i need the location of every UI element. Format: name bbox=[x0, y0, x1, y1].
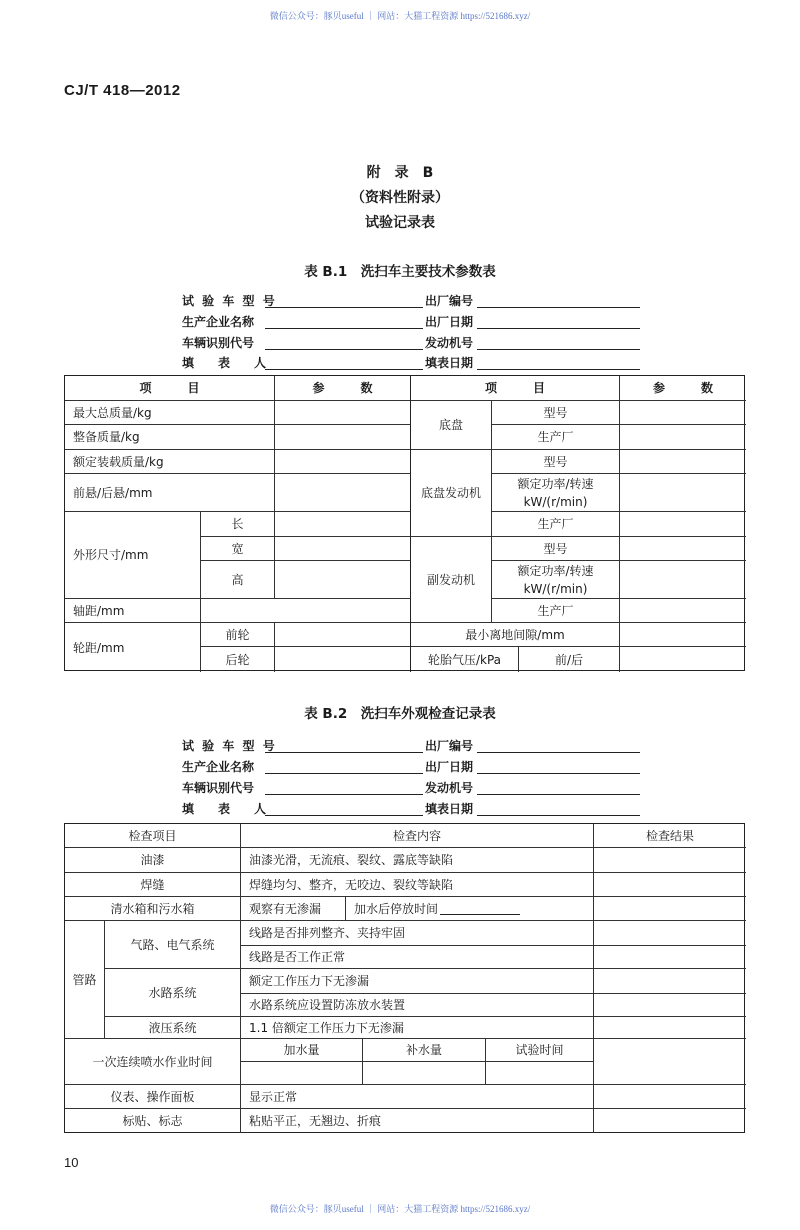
content-weld: 焊缝均匀、整齐，无咬边、裂纹等缺陷 bbox=[241, 873, 594, 897]
content-water-2: 水路系统应设置防冻放水装置 bbox=[241, 994, 594, 1017]
row-engine-manufacturer: 生产厂 bbox=[492, 512, 620, 537]
value-engine-power[interactable] bbox=[620, 474, 746, 512]
header-check-result: 检查结果 bbox=[594, 824, 746, 848]
header-param: 参 数 bbox=[275, 376, 411, 401]
header-test-time: 试验时间 bbox=[486, 1039, 594, 1062]
value-max-mass[interactable] bbox=[275, 401, 411, 425]
power-speed-unit: kW/(r/min) bbox=[523, 581, 588, 596]
row-front-wheel: 前轮 bbox=[201, 623, 275, 647]
meta-input-line[interactable] bbox=[477, 752, 640, 753]
meta-label: 填表日期 bbox=[425, 356, 474, 370]
meta-label: 车辆识别代号 bbox=[182, 336, 255, 350]
result-spray-time[interactable] bbox=[594, 1039, 746, 1085]
meta-input-line[interactable] bbox=[477, 328, 640, 329]
page-number: 10 bbox=[64, 1155, 79, 1170]
table-b2 bbox=[64, 823, 745, 1133]
group-aux-engine: 副发动机 bbox=[411, 537, 492, 623]
meta-input-line[interactable] bbox=[477, 307, 640, 308]
meta-label: 试 验 车 型 号 bbox=[182, 294, 277, 308]
content-tanks-time bbox=[346, 897, 594, 921]
meta-label: 出厂日期 bbox=[425, 760, 474, 774]
meta-input-line[interactable] bbox=[265, 752, 423, 753]
meta-label: 生产企业名称 bbox=[182, 760, 255, 774]
meta-label: 出厂日期 bbox=[425, 315, 474, 329]
result-panel[interactable] bbox=[594, 1085, 746, 1109]
value-engine-model[interactable] bbox=[620, 450, 746, 474]
row-dimensions: 外形尺寸/mm bbox=[65, 512, 201, 599]
row-water: 水路系统 bbox=[105, 969, 241, 1017]
header-add-water: 加水量 bbox=[241, 1039, 363, 1062]
value-tire-pressure[interactable] bbox=[620, 647, 746, 672]
group-chassis: 底盘 bbox=[411, 401, 492, 450]
meta-input-line[interactable] bbox=[265, 773, 423, 774]
content-water-1: 额定工作压力下无渗漏 bbox=[241, 969, 594, 994]
content-tanks-leak: 观察有无渗漏 bbox=[241, 897, 346, 921]
header-check-item: 检查项目 bbox=[65, 824, 241, 848]
meta-label: 试 验 车 型 号 bbox=[182, 739, 277, 753]
row-tanks: 清水箱和污水箱 bbox=[65, 897, 241, 921]
standard-code: CJ/T 418—2012 bbox=[64, 82, 181, 99]
meta-input-line[interactable] bbox=[265, 369, 423, 370]
result-labels[interactable] bbox=[594, 1109, 746, 1133]
header-item: 项 目 bbox=[65, 376, 275, 401]
result-tanks[interactable] bbox=[594, 897, 746, 921]
content-panel: 显示正常 bbox=[241, 1085, 594, 1109]
result-water-1[interactable] bbox=[594, 969, 746, 994]
result-air-elec-1[interactable] bbox=[594, 921, 746, 946]
content-paint: 油漆光滑，无流痕、裂纹、露底等缺陷 bbox=[241, 848, 594, 873]
row-max-mass: 最大总质量/kg bbox=[65, 401, 275, 425]
result-water-2[interactable] bbox=[594, 994, 746, 1017]
value-curb-mass[interactable] bbox=[275, 425, 411, 450]
meta-input-line[interactable] bbox=[477, 794, 640, 795]
value-engine-manufacturer[interactable] bbox=[620, 512, 746, 537]
meta-label: 填 表 人 bbox=[182, 802, 267, 816]
row-length: 长 bbox=[201, 512, 275, 537]
row-panel: 仪表、操作面板 bbox=[65, 1085, 241, 1109]
value-height[interactable] bbox=[275, 561, 411, 599]
meta-input-line[interactable] bbox=[477, 369, 640, 370]
watermark-bottom: 微信公众号：豚贝useful ｜ 网站：大猫工程资源 https://521686.xyz/ bbox=[269, 1204, 531, 1214]
power-speed-label: 额定功率/转速 bbox=[517, 563, 594, 578]
meta-label: 发动机号 bbox=[425, 781, 474, 795]
meta-label: 生产企业名称 bbox=[182, 315, 255, 329]
header-refill-water: 补水量 bbox=[363, 1039, 486, 1062]
row-aux-model: 型号 bbox=[492, 537, 620, 561]
meta-label: 车辆识别代号 bbox=[182, 781, 255, 795]
meta-label: 填 表 人 bbox=[182, 356, 267, 370]
meta-label: 发动机号 bbox=[425, 336, 474, 350]
value-chassis-model[interactable] bbox=[620, 401, 746, 425]
value-wheelbase[interactable] bbox=[201, 599, 411, 623]
value-width[interactable] bbox=[275, 537, 411, 561]
value-aux-model[interactable] bbox=[620, 537, 746, 561]
row-wheelbase: 轴距/mm bbox=[65, 599, 201, 623]
meta-label: 填表日期 bbox=[425, 802, 474, 816]
meta-input-line[interactable] bbox=[265, 307, 423, 308]
table-b2-caption: 表 B.2 洗扫车外观检查记录表 bbox=[304, 706, 496, 722]
header-param-2: 参 数 bbox=[620, 376, 746, 401]
row-engine-power bbox=[492, 474, 620, 512]
result-weld[interactable] bbox=[594, 873, 746, 897]
result-paint[interactable] bbox=[594, 848, 746, 873]
row-labels: 标贴、标志 bbox=[65, 1109, 241, 1133]
value-rear-wheel[interactable] bbox=[275, 647, 411, 672]
row-paint: 油漆 bbox=[65, 848, 241, 873]
appendix-name: 试验记录表 bbox=[365, 215, 435, 231]
content-air-elec-1: 线路是否排列整齐、夹持牢固 bbox=[241, 921, 594, 946]
power-speed-unit: kW/(r/min) bbox=[523, 494, 588, 509]
row-width: 宽 bbox=[201, 537, 275, 561]
value-add-water[interactable] bbox=[241, 1062, 363, 1085]
row-tire-pressure: 轮胎气压/kPa bbox=[411, 647, 519, 672]
content-air-elec-2: 线路是否工作正常 bbox=[241, 946, 594, 969]
content-hydraulic: 1.1 倍额定工作压力下无渗漏 bbox=[241, 1017, 594, 1039]
appendix-subtitle: （资料性附录） bbox=[351, 190, 449, 206]
meta-label: 出厂编号 bbox=[425, 294, 474, 308]
meta-input-line[interactable] bbox=[265, 815, 423, 816]
row-air-elec: 气路、电气系统 bbox=[105, 921, 241, 969]
appendix-title: 附 录 B bbox=[366, 165, 434, 181]
row-front-rear: 前/后 bbox=[519, 647, 620, 672]
row-engine-model: 型号 bbox=[492, 450, 620, 474]
value-aux-manufacturer[interactable] bbox=[620, 599, 746, 623]
row-curb-mass: 整备质量/kg bbox=[65, 425, 275, 450]
content-labels: 粘贴平正，无翘边、折痕 bbox=[241, 1109, 594, 1133]
tanks-time-input[interactable] bbox=[440, 902, 520, 915]
row-spray-time: 一次连续喷水作业时间 bbox=[65, 1039, 241, 1085]
meta-input-line[interactable] bbox=[477, 815, 640, 816]
row-aux-manufacturer: 生产厂 bbox=[492, 599, 620, 623]
group-pipeline: 管路 bbox=[65, 921, 105, 1039]
meta-input-line[interactable] bbox=[265, 328, 423, 329]
value-test-time[interactable] bbox=[486, 1062, 594, 1085]
meta-input-line[interactable] bbox=[477, 773, 640, 774]
row-chassis-model: 型号 bbox=[492, 401, 620, 425]
header-check-content: 检查内容 bbox=[241, 824, 594, 848]
row-rear-wheel: 后轮 bbox=[201, 647, 275, 672]
row-ground-clearance: 最小离地间隙/mm bbox=[411, 623, 620, 647]
value-length[interactable] bbox=[275, 512, 411, 537]
value-ground-clearance[interactable] bbox=[620, 623, 746, 647]
meta-input-line[interactable] bbox=[477, 349, 640, 350]
row-height: 高 bbox=[201, 561, 275, 599]
header-item-2: 项 目 bbox=[411, 376, 620, 401]
table-b1 bbox=[64, 375, 745, 671]
value-refill-water[interactable] bbox=[363, 1062, 486, 1085]
tanks-time-label: 加水后停放时间 bbox=[354, 901, 439, 916]
result-hydraulic[interactable] bbox=[594, 1017, 746, 1039]
result-air-elec-2[interactable] bbox=[594, 946, 746, 969]
group-chassis-engine: 底盘发动机 bbox=[411, 450, 492, 537]
row-overhang: 前悬/后悬/mm bbox=[65, 474, 275, 512]
value-rated-load[interactable] bbox=[275, 450, 411, 474]
value-overhang[interactable] bbox=[275, 474, 411, 512]
row-aux-power bbox=[492, 561, 620, 599]
row-rated-load: 额定装载质量/kg bbox=[65, 450, 275, 474]
row-weld: 焊缝 bbox=[65, 873, 241, 897]
row-hydraulic: 液压系统 bbox=[105, 1017, 241, 1039]
meta-input-line[interactable] bbox=[265, 794, 423, 795]
row-chassis-manufacturer: 生产厂 bbox=[492, 425, 620, 450]
table-b1-caption: 表 B.1 洗扫车主要技术参数表 bbox=[304, 264, 496, 280]
value-chassis-manufacturer[interactable] bbox=[620, 425, 746, 450]
meta-label: 出厂编号 bbox=[425, 739, 474, 753]
row-track: 轮距/mm bbox=[65, 623, 201, 672]
watermark-top: 微信公众号：豚贝useful ｜ 网站：大猫工程资源 https://521686.xyz/ bbox=[269, 11, 531, 21]
meta-input-line[interactable] bbox=[265, 349, 423, 350]
value-front-wheel[interactable] bbox=[275, 623, 411, 647]
value-aux-power[interactable] bbox=[620, 561, 746, 599]
power-speed-label: 额定功率/转速 bbox=[517, 476, 594, 491]
